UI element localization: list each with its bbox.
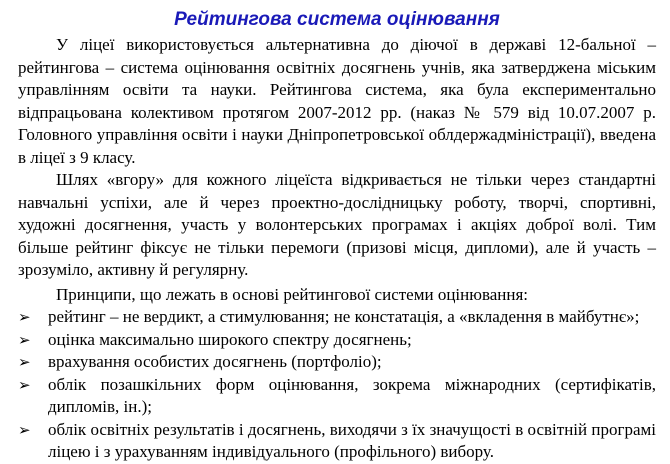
list-item-text: облік позашкільних форм оцінювання, зокрема міжнародних (сертифікатів, дипломів, ін.);	[48, 374, 656, 416]
arrowhead-bullet-icon: ➢	[18, 353, 31, 371]
arrowhead-bullet-icon: ➢	[18, 420, 31, 439]
list-item	[18, 306, 656, 329]
list-item-text: рейтинг – не вердикт, а стимулювання; не констатація, а «вкладення в майбутнє»;	[48, 307, 640, 326]
list-item	[18, 329, 656, 352]
list-item	[18, 374, 656, 419]
arrowhead-bullet-icon: ➢	[18, 308, 31, 326]
list-item	[18, 351, 656, 374]
arrowhead-bullet-icon: ➢	[18, 375, 31, 394]
list-item-text: врахування особистих досягнень (портфоліо);	[48, 352, 382, 371]
paragraph-rating-system-intro: У ліцеї використовується альтернативна до діючої в державі 12-бальної – рейтингова – система оцінювання освітніх досягнень учнів, яка затверджена міським управлінням освіти та науки. Рейтингова система, яка була експериментально відпрацьована колективом протягом 2007-2012 рр. (наказ № 579 від 10.07.2007 р. Головного управління освіти і науки Дніпропетровської облдержадміністрації), введена в ліцеї з 9 класу.	[18, 35, 656, 167]
list-item	[18, 419, 656, 464]
principles-intro: Принципи, що лежать в основі рейтингової системи оцінювання:	[56, 284, 529, 304]
paragraph-path-upward: Шлях «вгору» для кожного ліцеїста відкривається не тільки через стандартні навчальні успіхи, але й через проектно-дослідницьку роботу, творчі, спортивні, художні досягнення, участь у волонтерських програмах і акціях доброї волі. Тим більше рейтинг фіксує не тільки перемоги (призові місця, дипломи), але й участь – зрозуміло, активну й регулярну.	[18, 170, 656, 279]
document-title: Рейтингова система оцінювання	[174, 9, 500, 30]
list-item-text: облік освітніх результатів і досягнень, виходячи з їх значущості в освітній програмі ліцею і з урахуванням індивідуального (профільного) вибору.	[48, 419, 656, 461]
arrowhead-bullet-icon: ➢	[18, 330, 31, 349]
list-item-text: оцінка максимально широкого спектру досягнень;	[48, 329, 412, 349]
principles-list	[18, 306, 656, 464]
